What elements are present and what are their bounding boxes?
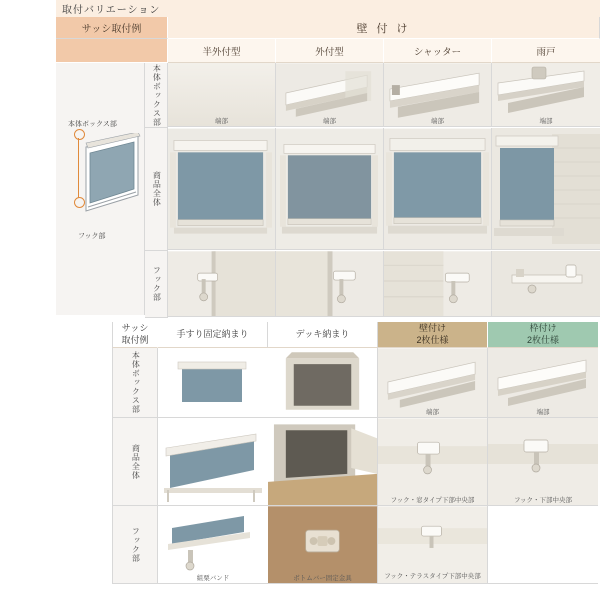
row-label-hook: フック部 [145,251,168,318]
photo-product-sotozuke [276,128,384,250]
photo-kabezuke2-box [378,348,488,418]
photo-deck-top [268,348,378,418]
photo-graphic [168,251,275,317]
photo-product-hangaizuke [168,128,276,250]
row-label-product: 商品全体 [145,128,168,251]
page-title: 取付バリエーション [62,5,161,16]
header-col-hangaizuke: 半外付型 [168,39,276,63]
photo-tesuri-top [158,348,268,418]
photo-caption: 端部 [323,118,336,125]
photo-caption: フック・下部中央部 [513,497,573,504]
photo-kabezuke2-product [378,418,488,506]
callout-label-hook: フック部 [78,233,106,240]
photo-wakuzuke2-product [488,418,598,506]
photo-box-sotozuke [276,63,384,127]
photo-product-shutter [384,128,492,250]
photo-caption: 端部 [426,409,439,416]
table-row-hook-2 [0,506,600,584]
photo-caption: 端部 [431,118,444,125]
photo-graphic [488,418,598,506]
header-col-sotozuke: 外付型 [276,39,384,63]
spacer-left [0,322,112,348]
table-row-box-2 [0,348,600,418]
photo-hook-sotozuke [276,251,384,317]
table-body [56,63,600,318]
spacer-left [0,418,112,506]
photo-box-hangaizuke [168,63,276,127]
photo-deck-hook [268,506,378,584]
table-row-box [145,63,600,128]
callout-label-box: 本体ボックス部 [68,121,117,128]
photo-graphic [158,418,268,506]
photo-hook-hangaizuke [168,251,276,317]
photo-graphic [268,418,377,506]
spacer-left [0,506,112,584]
photo-hook-shutter [384,251,492,317]
sash-illustration [78,133,150,223]
table-row [0,322,600,348]
row-label-product-2: 商品全体 [112,418,158,506]
spacer-left [0,348,112,418]
header-col-shutter: シャッター [384,39,492,63]
page-title-bar [56,0,600,18]
photo-graphic [276,128,383,250]
photo-graphic [268,348,377,418]
table-wall-mount [56,17,600,318]
photo-box-amado [492,63,600,127]
photo-caption: ボトムバー固定金具 [293,575,352,582]
photo-deck-product [268,418,378,506]
table-row-hook [145,251,600,318]
photo-wakuzuke2-hook-empty [488,506,598,584]
photo-graphic [276,251,383,317]
header-wall-group: 壁 付 け [168,17,600,39]
photo-graphic [492,128,600,250]
photo-tesuri-product [158,418,268,506]
photo-caption: フック・窓タイプ下部中央部 [390,497,475,504]
photo-graphic [384,251,491,317]
row-label-box-2: 本体ボックス部 [112,348,158,418]
photo-caption: フック・テラスタイプ下部中央部 [384,573,481,580]
photo-caption: 端部 [215,118,228,125]
callout-ring-bottom [74,197,85,208]
photo-hook-amado [492,251,600,317]
header-col-deck: デッキ納まり [268,322,378,348]
callout-line [78,138,79,198]
header-sash-example-spacer [56,39,168,63]
table-row-product-2 [0,418,600,506]
header-sash-example: サッシ取付例 [56,17,168,39]
sash-drawing-svg [78,133,150,223]
photo-graphic [158,506,268,584]
photo-product-amado [492,128,600,250]
row-label-box: 本体ボックス部 [145,63,168,128]
row-label-hook-2: フック部 [112,506,158,584]
photo-graphic [268,506,377,584]
table-row [56,17,600,39]
header-sash-example-2: サッシ 取付例 [112,322,158,348]
photo-kabezuke2-hook [378,506,488,584]
header-col-tesuri: 手すり固定納まり [158,322,268,348]
table-row-product [145,128,600,251]
photo-wakuzuke2-box [488,348,598,418]
photo-graphic [384,128,491,250]
photo-graphic [378,418,487,506]
callout-ring-top [74,129,85,140]
table-other-mount [0,322,600,584]
table-row [56,39,600,63]
photo-tesuri-hook [158,506,268,584]
header-col-wakuzuke-2: 枠付け 2枚仕様 [488,322,598,348]
photo-graphic [168,128,275,250]
photo-graphic [158,348,268,418]
header-col-amado: 雨戸 [492,39,600,63]
photo-graphic [488,506,598,584]
photo-caption: 端部 [536,409,550,416]
sash-illustration-panel [56,63,145,315]
photo-caption: 端部 [539,118,553,125]
photo-box-shutter [384,63,492,127]
header-col-kabezuke-2: 壁付け 2枚仕様 [378,322,488,348]
photo-graphic [492,251,600,317]
photo-caption: 組栗バンド [196,575,230,582]
